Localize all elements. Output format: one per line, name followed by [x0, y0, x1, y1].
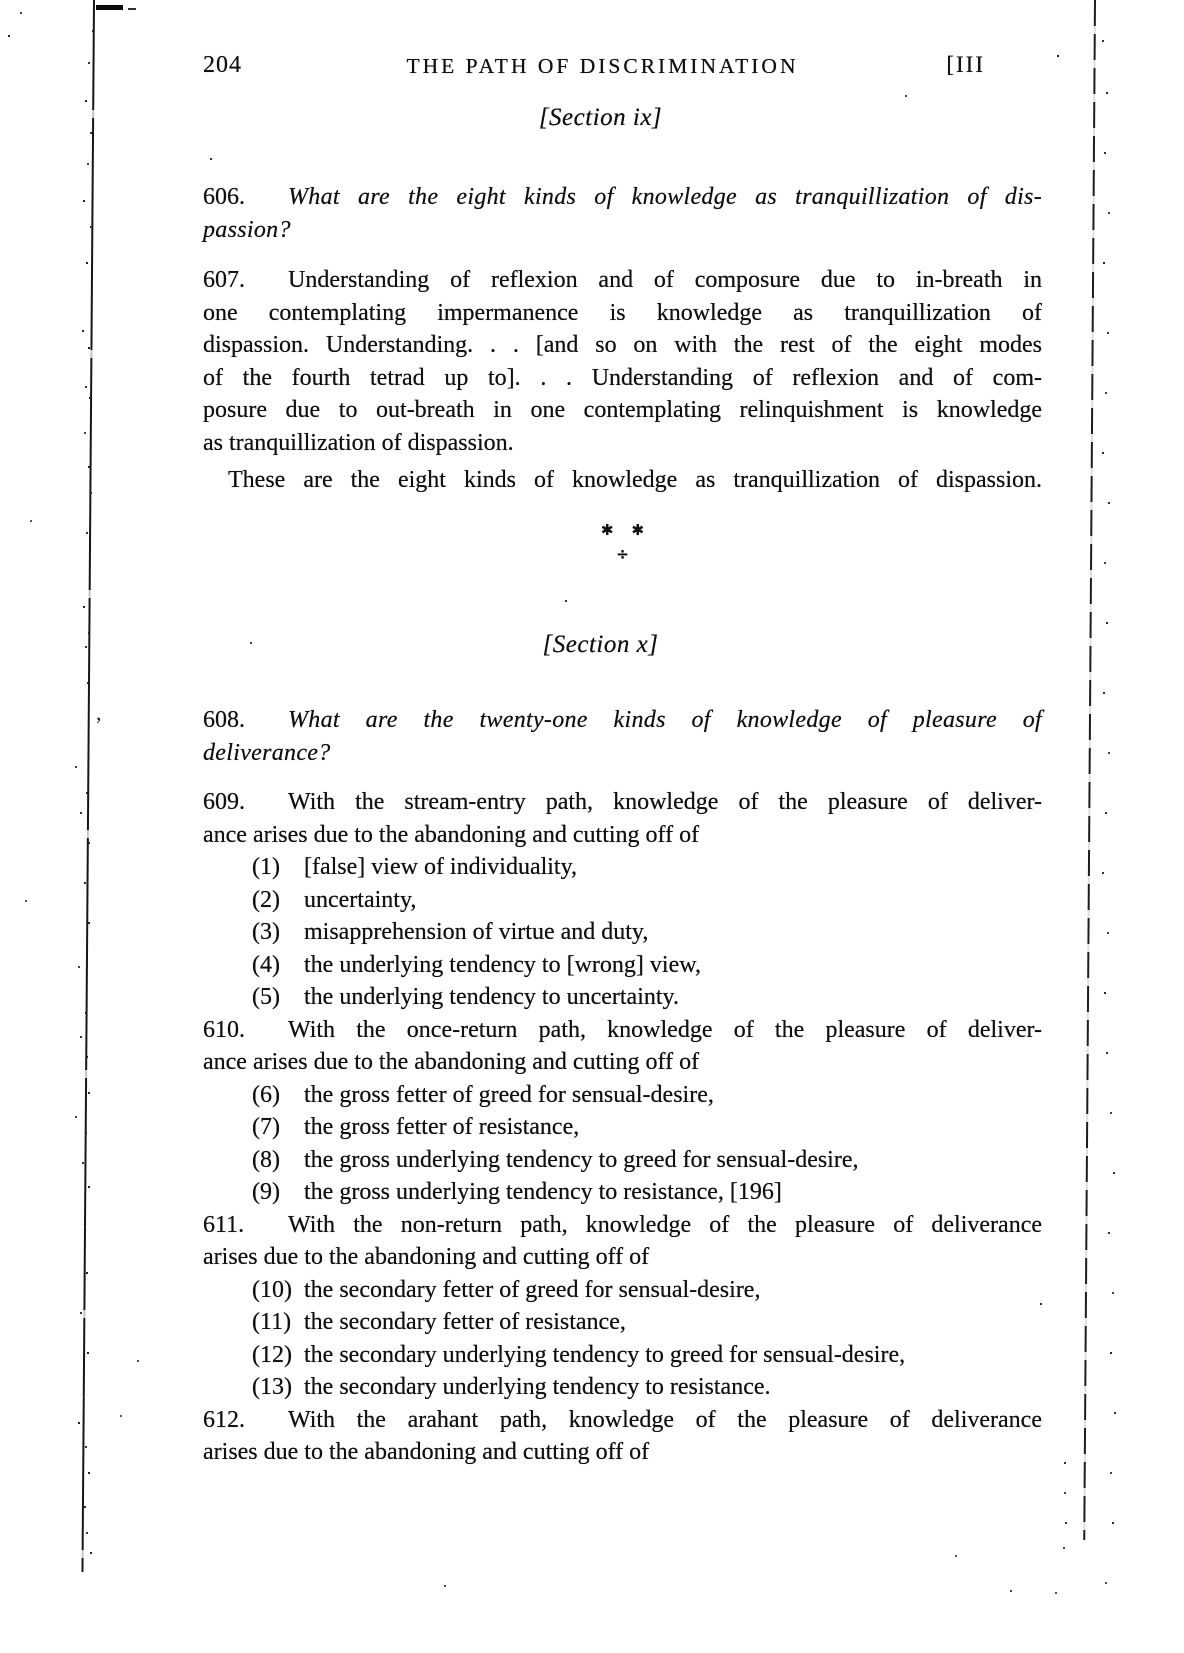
line-text: With the stream-entry path, knowledge of the pleasure of deliver- [288, 789, 1042, 815]
line-text: as tranquillization of dispassion. [203, 429, 514, 456]
page-number: 204 [203, 52, 242, 78]
line-text: dispassion. Understanding. . . [and so on with the rest of the eight modes [203, 332, 1042, 358]
list-item-number: (9) [252, 1179, 280, 1205]
line-text: With the non-return path, knowledge of the pleasure of deliverance [288, 1211, 1042, 1238]
list-line [203, 916, 1042, 949]
paragraph-block [203, 786, 1042, 1469]
asterisk-glyph: ✱ [600, 521, 614, 539]
list-item-number: (1) [252, 854, 280, 880]
line-text: uncertainty, [304, 886, 417, 913]
line-text: These are the eight kinds of knowledge as tranquillization of dispassion. [228, 467, 1042, 493]
text-line [203, 1241, 1042, 1274]
asterisk-glyph: ✱ [631, 521, 645, 539]
line-text: the gross fetter of resistance, [304, 1114, 580, 1140]
section-heading: [Section x] [542, 631, 659, 658]
list-line [203, 1079, 1042, 1112]
line-text: the gross underlying tendency to greed for sensual-desire, [304, 1146, 859, 1173]
line-text: the underlying tendency to [wrong] view, [304, 951, 701, 978]
line-text: [false] view of individuality, [304, 854, 578, 880]
list-line [203, 1144, 1042, 1177]
text-line [203, 1209, 1042, 1242]
section-heading: [Section ix] [538, 104, 663, 131]
line-text: ance arises due to the abandoning and cutting off of [203, 821, 700, 848]
page-header [203, 52, 1042, 84]
list-item-number: (8) [252, 1146, 280, 1173]
text-line [203, 181, 1042, 214]
text-line [203, 329, 1042, 362]
scan-comma-mark: , [96, 700, 102, 725]
text-column [203, 0, 1042, 1653]
scan-dash-mark [96, 5, 123, 10]
list-line [203, 1176, 1042, 1209]
line-text: ance arises due to the abandoning and cutting off of [203, 1049, 700, 1075]
text-line [203, 1404, 1042, 1437]
line-text: What are the twenty-one kinds of knowledge of pleasure of [288, 707, 1042, 733]
paragraph-number: 608. [203, 707, 245, 733]
paragraph-number: 609. [203, 789, 245, 815]
line-text: the underlying tendency to uncertainty. [304, 984, 679, 1010]
line-text: the secondary fetter of greed for sensual-desire, [304, 1276, 761, 1303]
text-line [203, 819, 1042, 852]
text-line [203, 214, 1042, 247]
line-text: the secondary fetter of resistance, [304, 1309, 626, 1335]
line-text: the gross fetter of greed for sensual-desire, [304, 1081, 714, 1108]
list-line [203, 1306, 1042, 1339]
paragraph-number: 612. [203, 1406, 245, 1433]
text-line [203, 264, 1042, 297]
list-item-number: (2) [252, 886, 280, 913]
line-text: passion? [203, 216, 291, 243]
scan-edge-line-right [1083, 0, 1096, 1540]
line-text: arises due to the abandoning and cutting off of [203, 1439, 650, 1465]
scan-speckles [0, 0, 2, 2]
text-line [203, 786, 1042, 819]
list-line [203, 884, 1042, 917]
paragraph-block [203, 181, 1042, 246]
line-text: arises due to the abandoning and cutting off of [203, 1244, 650, 1270]
list-line [203, 1339, 1042, 1372]
text-line [203, 737, 1042, 770]
paragraph-block [203, 464, 1042, 497]
list-item-number: (3) [252, 919, 280, 945]
separator-stars [203, 518, 1042, 542]
line-text: With the once-return path, knowledge of the pleasure of deliver- [288, 1016, 1042, 1043]
line-text: of the fourth tetrad up to]. . . Understanding of reflexion and of com- [203, 364, 1042, 391]
line-text: With the arahant path, knowledge of the pleasure of deliverance [288, 1406, 1042, 1433]
text-line [203, 362, 1042, 395]
list-line [203, 1371, 1042, 1404]
scan-edge-line-left [81, 0, 95, 1572]
paragraph-block [203, 264, 1042, 459]
section-separator [203, 518, 1042, 566]
separator-lower-mark: ÷ [616, 545, 629, 563]
text-line [203, 394, 1042, 427]
line-text: the secondary underlying tendency to greed for sensual-desire, [304, 1341, 906, 1368]
text-line [203, 704, 1042, 737]
list-item-number: (12) [252, 1341, 292, 1368]
text-line [203, 1046, 1042, 1079]
paragraph-number: 611. [203, 1211, 245, 1238]
list-line [203, 851, 1042, 884]
scan-dash-mark-small [128, 8, 136, 10]
volume-corner-mark: [III [946, 52, 985, 77]
list-item-number: (4) [252, 951, 280, 978]
line-text: misapprehension of virtue and duty, [304, 919, 649, 945]
line-text: the gross underlying tendency to resistance, [196] [304, 1179, 782, 1205]
paragraph-number: 606. [203, 184, 245, 210]
text-line [203, 464, 1042, 497]
text-line [203, 427, 1042, 460]
line-text: posure due to out-breath in one contemplating relinquishment is knowledge [203, 397, 1042, 423]
list-line [203, 981, 1042, 1014]
paragraph-block [203, 704, 1042, 769]
list-line [203, 1111, 1042, 1144]
list-item-number: (7) [252, 1114, 280, 1140]
line-text: Understanding of reflexion and of composure due to in-breath in [288, 267, 1042, 293]
line-text: the secondary underlying tendency to resistance. [304, 1374, 771, 1400]
list-item-number: (10) [252, 1276, 292, 1303]
line-text: one contemplating impermanence is knowledge as tranquillization of [203, 299, 1042, 326]
text-line [203, 1014, 1042, 1047]
paragraph-number: 607. [203, 267, 245, 293]
running-title: THE PATH OF DISCRIMINATION [406, 54, 799, 78]
list-item-number: (5) [252, 984, 280, 1010]
list-item-number: (6) [252, 1081, 280, 1108]
list-line [203, 949, 1042, 982]
text-line [203, 297, 1042, 330]
line-text: deliverance? [203, 739, 331, 766]
list-item-number: (11) [252, 1309, 292, 1335]
text-line [203, 1436, 1042, 1469]
list-item-number: (13) [252, 1374, 292, 1400]
list-line [203, 1274, 1042, 1307]
line-text: What are the eight kinds of knowledge as tranquillization of dis- [288, 184, 1042, 210]
paragraph-number: 610. [203, 1016, 245, 1043]
